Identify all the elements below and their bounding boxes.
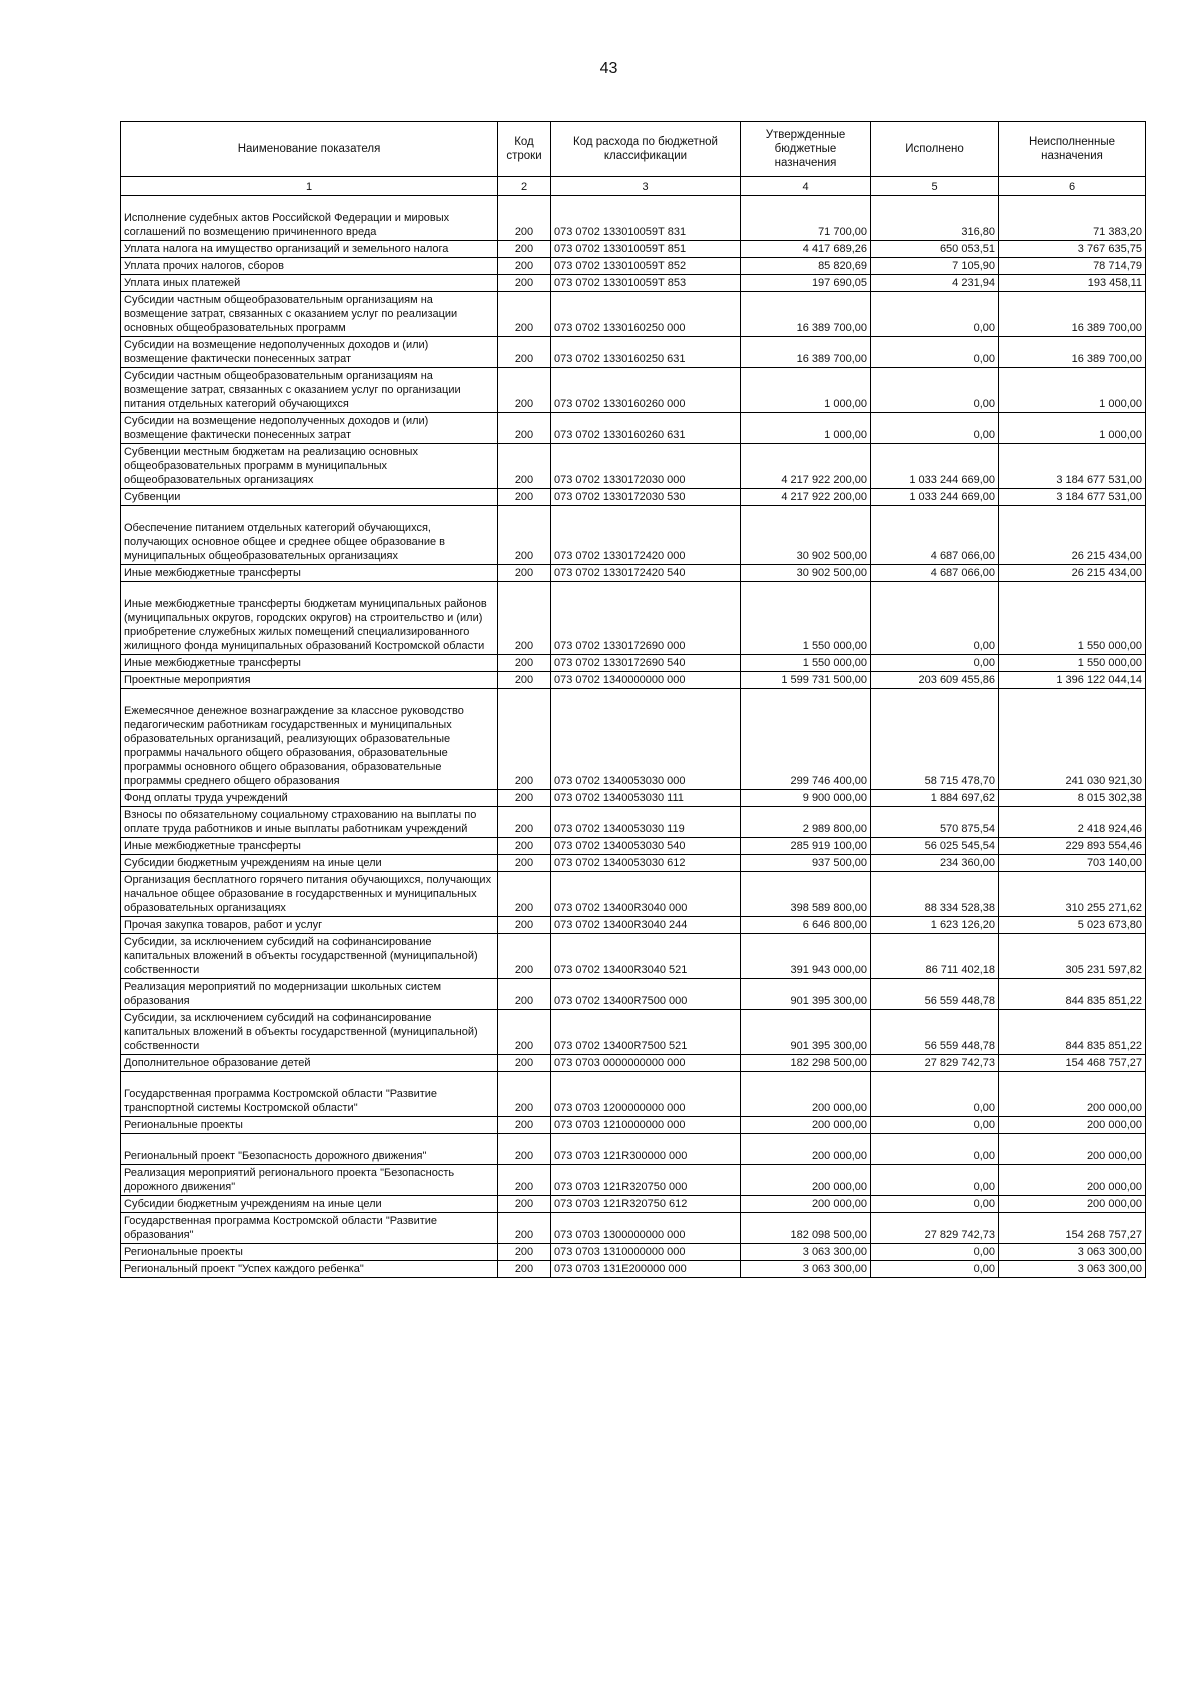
row-approved: 901 395 300,00 xyxy=(741,979,871,1010)
row-budget-code: 073 0702 1330172690 000 xyxy=(551,582,741,655)
table-row xyxy=(121,934,1146,979)
row-unexecuted: 71 383,20 xyxy=(999,196,1146,241)
row-executed: 56 559 448,78 xyxy=(871,1010,999,1055)
header-row xyxy=(121,122,1146,177)
row-approved: 285 919 100,00 xyxy=(741,838,871,855)
row-budget-code: 073 0703 1210000000 000 xyxy=(551,1117,741,1134)
row-name: Субсидии бюджетным учреждениям на иные цели xyxy=(121,855,498,872)
row-approved: 3 063 300,00 xyxy=(741,1244,871,1261)
row-approved: 200 000,00 xyxy=(741,1134,871,1165)
row-budget-code: 073 0703 121R320750 612 xyxy=(551,1196,741,1213)
header-name: Наименование показателя xyxy=(121,122,498,177)
table-row xyxy=(121,1261,1146,1278)
row-name: Проектные мероприятия xyxy=(121,672,498,689)
row-unexecuted: 1 550 000,00 xyxy=(999,582,1146,655)
row-approved: 200 000,00 xyxy=(741,1117,871,1134)
row-line-code: 200 xyxy=(498,1213,551,1244)
column-number: 1 xyxy=(121,177,498,196)
row-unexecuted: 5 023 673,80 xyxy=(999,917,1146,934)
row-line-code: 200 xyxy=(498,872,551,917)
row-approved: 4 217 922 200,00 xyxy=(741,444,871,489)
row-unexecuted: 2 418 924,46 xyxy=(999,807,1146,838)
row-approved: 1 599 731 500,00 xyxy=(741,672,871,689)
row-name: Субсидии бюджетным учреждениям на иные цели xyxy=(121,1196,498,1213)
row-approved: 398 589 800,00 xyxy=(741,872,871,917)
row-executed: 570 875,54 xyxy=(871,807,999,838)
row-executed: 234 360,00 xyxy=(871,855,999,872)
row-line-code: 200 xyxy=(498,1055,551,1072)
row-line-code: 200 xyxy=(498,582,551,655)
table-row xyxy=(121,979,1146,1010)
table-row xyxy=(121,1196,1146,1213)
row-budget-code: 073 0702 1340053030 000 xyxy=(551,689,741,790)
row-unexecuted: 844 835 851,22 xyxy=(999,1010,1146,1055)
row-executed: 58 715 478,70 xyxy=(871,689,999,790)
row-unexecuted: 1 396 122 044,14 xyxy=(999,672,1146,689)
row-line-code: 200 xyxy=(498,196,551,241)
row-approved: 197 690,05 xyxy=(741,275,871,292)
row-approved: 4 217 922 200,00 xyxy=(741,489,871,506)
row-unexecuted: 200 000,00 xyxy=(999,1134,1146,1165)
row-name: Организация бесплатного горячего питания обучающихся, получающих начальное общее образование в государственных и муниципальных образовательных организациях xyxy=(121,872,498,917)
table-row xyxy=(121,1055,1146,1072)
row-approved: 182 298 500,00 xyxy=(741,1055,871,1072)
row-executed: 56 025 545,54 xyxy=(871,838,999,855)
row-budget-code: 073 0703 1300000000 000 xyxy=(551,1213,741,1244)
row-line-code: 200 xyxy=(498,1244,551,1261)
row-executed: 27 829 742,73 xyxy=(871,1213,999,1244)
row-line-code: 200 xyxy=(498,1134,551,1165)
row-approved: 1 550 000,00 xyxy=(741,582,871,655)
header-line-code: Код строки xyxy=(498,122,551,177)
row-line-code: 200 xyxy=(498,413,551,444)
row-executed: 0,00 xyxy=(871,1244,999,1261)
row-unexecuted: 200 000,00 xyxy=(999,1196,1146,1213)
row-line-code: 200 xyxy=(498,855,551,872)
table-row xyxy=(121,292,1146,337)
row-budget-code: 073 0702 1340053030 111 xyxy=(551,790,741,807)
row-executed: 56 559 448,78 xyxy=(871,979,999,1010)
row-executed: 4 687 066,00 xyxy=(871,506,999,565)
row-executed: 4 687 066,00 xyxy=(871,565,999,582)
row-unexecuted: 154 268 757,27 xyxy=(999,1213,1146,1244)
row-name: Уплата иных платежей xyxy=(121,275,498,292)
row-executed: 0,00 xyxy=(871,1117,999,1134)
row-line-code: 200 xyxy=(498,807,551,838)
row-name: Уплата налога на имущество организаций и земельного налога xyxy=(121,241,498,258)
header-executed: Исполнено xyxy=(871,122,999,177)
table-row xyxy=(121,582,1146,655)
row-line-code: 200 xyxy=(498,241,551,258)
header-approved: Утвержденные бюджетные назначения xyxy=(741,122,871,177)
row-budget-code: 073 0702 13400R3040 521 xyxy=(551,934,741,979)
header-unexecuted: Неисполненные назначения xyxy=(999,122,1146,177)
row-unexecuted: 200 000,00 xyxy=(999,1165,1146,1196)
column-number: 4 xyxy=(741,177,871,196)
table-row xyxy=(121,196,1146,241)
row-executed: 0,00 xyxy=(871,655,999,672)
row-line-code: 200 xyxy=(498,979,551,1010)
row-approved: 901 395 300,00 xyxy=(741,1010,871,1055)
row-line-code: 200 xyxy=(498,672,551,689)
row-name: Иные межбюджетные трансферты xyxy=(121,655,498,672)
row-approved: 299 746 400,00 xyxy=(741,689,871,790)
row-unexecuted: 26 215 434,00 xyxy=(999,565,1146,582)
row-line-code: 200 xyxy=(498,292,551,337)
table-row xyxy=(121,838,1146,855)
table-row xyxy=(121,1117,1146,1134)
row-line-code: 200 xyxy=(498,1010,551,1055)
table-row xyxy=(121,872,1146,917)
row-approved: 9 900 000,00 xyxy=(741,790,871,807)
row-name: Дополнительное образование детей xyxy=(121,1055,498,1072)
row-executed: 86 711 402,18 xyxy=(871,934,999,979)
table-row xyxy=(121,855,1146,872)
row-approved: 200 000,00 xyxy=(741,1072,871,1117)
row-budget-code: 073 0702 13400R7500 000 xyxy=(551,979,741,1010)
table-row xyxy=(121,241,1146,258)
table-row xyxy=(121,444,1146,489)
row-budget-code: 073 0702 1340053030 540 xyxy=(551,838,741,855)
table-row xyxy=(121,807,1146,838)
row-approved: 16 389 700,00 xyxy=(741,337,871,368)
row-budget-code: 073 0702 13400R7500 521 xyxy=(551,1010,741,1055)
row-executed: 7 105,90 xyxy=(871,258,999,275)
row-unexecuted: 1 550 000,00 xyxy=(999,655,1146,672)
table-row xyxy=(121,917,1146,934)
row-line-code: 200 xyxy=(498,655,551,672)
row-line-code: 200 xyxy=(498,917,551,934)
table-row xyxy=(121,258,1146,275)
row-budget-code: 073 0703 0000000000 000 xyxy=(551,1055,741,1072)
row-approved: 1 000,00 xyxy=(741,368,871,413)
row-name: Региональные проекты xyxy=(121,1244,498,1261)
row-budget-code: 073 0702 1330160260 631 xyxy=(551,413,741,444)
row-name: Региональные проекты xyxy=(121,1117,498,1134)
row-unexecuted: 844 835 851,22 xyxy=(999,979,1146,1010)
row-executed: 0,00 xyxy=(871,292,999,337)
row-executed: 4 231,94 xyxy=(871,275,999,292)
row-line-code: 200 xyxy=(498,489,551,506)
row-executed: 0,00 xyxy=(871,1196,999,1213)
table-row xyxy=(121,506,1146,565)
row-line-code: 200 xyxy=(498,689,551,790)
column-number-row xyxy=(121,177,1146,196)
row-name: Субсидии на возмещение недополученных доходов и (или) возмещение фактически понесенных затрат xyxy=(121,337,498,368)
row-unexecuted: 229 893 554,46 xyxy=(999,838,1146,855)
column-number: 5 xyxy=(871,177,999,196)
row-approved: 71 700,00 xyxy=(741,196,871,241)
table-row xyxy=(121,337,1146,368)
table-body xyxy=(121,196,1146,1278)
row-budget-code: 073 0703 1200000000 000 xyxy=(551,1072,741,1117)
row-executed: 0,00 xyxy=(871,1072,999,1117)
row-name: Субсидии, за исключением субсидий на софинансирование капитальных вложений в объекты государственной (муниципальной) собственности xyxy=(121,934,498,979)
row-executed: 0,00 xyxy=(871,413,999,444)
row-budget-code: 073 0702 1330172030 530 xyxy=(551,489,741,506)
row-line-code: 200 xyxy=(498,275,551,292)
expenditure-table xyxy=(120,121,1146,1278)
row-line-code: 200 xyxy=(498,790,551,807)
row-unexecuted: 3 063 300,00 xyxy=(999,1244,1146,1261)
row-budget-code: 073 0702 13400R3040 244 xyxy=(551,917,741,934)
table-row xyxy=(121,1072,1146,1117)
row-line-code: 200 xyxy=(498,1165,551,1196)
row-approved: 30 902 500,00 xyxy=(741,565,871,582)
row-unexecuted: 3 063 300,00 xyxy=(999,1261,1146,1278)
row-executed: 1 033 244 669,00 xyxy=(871,489,999,506)
row-line-code: 200 xyxy=(498,838,551,855)
row-name: Исполнение судебных актов Российской Федерации и мировых соглашений по возмещению причиненного вреда xyxy=(121,196,498,241)
row-approved: 6 646 800,00 xyxy=(741,917,871,934)
row-approved: 391 943 000,00 xyxy=(741,934,871,979)
row-approved: 200 000,00 xyxy=(741,1196,871,1213)
row-line-code: 200 xyxy=(498,565,551,582)
row-line-code: 200 xyxy=(498,258,551,275)
row-unexecuted: 703 140,00 xyxy=(999,855,1146,872)
row-budget-code: 073 0702 1340053030 612 xyxy=(551,855,741,872)
row-unexecuted: 16 389 700,00 xyxy=(999,337,1146,368)
row-name: Государственная программа Костромской области "Развитие образования" xyxy=(121,1213,498,1244)
table-row xyxy=(121,655,1146,672)
row-name: Иные межбюджетные трансферты xyxy=(121,565,498,582)
row-line-code: 200 xyxy=(498,337,551,368)
row-unexecuted: 26 215 434,00 xyxy=(999,506,1146,565)
row-name: Ежемесячное денежное вознаграждение за классное руководство педагогическим работникам государственных и муниципальных образовательных организаций, реализующих образовательные программы начального общего образования, образовательные программы основного общего образования, образовательные программы среднего общего образования xyxy=(121,689,498,790)
row-name: Иные межбюджетные трансферты бюджетам муниципальных районов (муниципальных округов, городских округов) на строительство и (или) приобретение служебных жилых помещений специализированного жилищного фонда муниципальных образований Костромской области xyxy=(121,582,498,655)
header-budget-code: Код расхода по бюджетной классификации xyxy=(551,122,741,177)
row-executed: 0,00 xyxy=(871,1134,999,1165)
table-row xyxy=(121,1213,1146,1244)
row-executed: 0,00 xyxy=(871,582,999,655)
row-name: Субсидии, за исключением субсидий на софинансирование капитальных вложений в объекты государственной (муниципальной) собственности xyxy=(121,1010,498,1055)
row-executed: 27 829 742,73 xyxy=(871,1055,999,1072)
row-executed: 650 053,51 xyxy=(871,241,999,258)
row-line-code: 200 xyxy=(498,1072,551,1117)
table-row xyxy=(121,275,1146,292)
row-name: Государственная программа Костромской области "Развитие транспортной системы Костромской области" xyxy=(121,1072,498,1117)
table-row xyxy=(121,790,1146,807)
row-budget-code: 073 0703 121R320750 000 xyxy=(551,1165,741,1196)
row-budget-code: 073 0702 1340053030 119 xyxy=(551,807,741,838)
row-budget-code: 073 0702 1330160260 000 xyxy=(551,368,741,413)
row-approved: 30 902 500,00 xyxy=(741,506,871,565)
table-row xyxy=(121,489,1146,506)
row-budget-code: 073 0702 133010059Т 831 xyxy=(551,196,741,241)
row-budget-code: 073 0703 121R300000 000 xyxy=(551,1134,741,1165)
row-executed: 0,00 xyxy=(871,1261,999,1278)
table-row xyxy=(121,1165,1146,1196)
row-executed: 0,00 xyxy=(871,368,999,413)
row-name: Региональный проект "Безопасность дорожного движения" xyxy=(121,1134,498,1165)
row-line-code: 200 xyxy=(498,934,551,979)
row-budget-code: 073 0703 1310000000 000 xyxy=(551,1244,741,1261)
row-unexecuted: 154 468 757,27 xyxy=(999,1055,1146,1072)
row-name: Реализация мероприятий регионального проекта "Безопасность дорожного движения" xyxy=(121,1165,498,1196)
row-name: Региональный проект "Успех каждого ребенка" xyxy=(121,1261,498,1278)
row-approved: 1 550 000,00 xyxy=(741,655,871,672)
row-executed: 203 609 455,86 xyxy=(871,672,999,689)
row-budget-code: 073 0702 13400R3040 000 xyxy=(551,872,741,917)
table-row xyxy=(121,565,1146,582)
row-line-code: 200 xyxy=(498,444,551,489)
row-name: Уплата прочих налогов, сборов xyxy=(121,258,498,275)
row-unexecuted: 1 000,00 xyxy=(999,368,1146,413)
row-name: Субсидии частным общеобразовательным организациям на возмещение затрат, связанных с оказанием услуг по реализации основных общеобразовательных программ xyxy=(121,292,498,337)
row-budget-code: 073 0702 1330172030 000 xyxy=(551,444,741,489)
row-unexecuted: 3 767 635,75 xyxy=(999,241,1146,258)
row-approved: 937 500,00 xyxy=(741,855,871,872)
row-name: Субвенции xyxy=(121,489,498,506)
row-executed: 0,00 xyxy=(871,1165,999,1196)
row-name: Взносы по обязательному социальному страхованию на выплаты по оплате труда работников и иные выплаты работникам учреждений xyxy=(121,807,498,838)
row-unexecuted: 16 389 700,00 xyxy=(999,292,1146,337)
table-row xyxy=(121,672,1146,689)
row-approved: 16 389 700,00 xyxy=(741,292,871,337)
row-name: Фонд оплаты труда учреждений xyxy=(121,790,498,807)
row-budget-code: 073 0702 1330172420 540 xyxy=(551,565,741,582)
row-executed: 1 033 244 669,00 xyxy=(871,444,999,489)
row-name: Субвенции местным бюджетам на реализацию основных общеобразовательных программ в муниципальных общеобразовательных организациях xyxy=(121,444,498,489)
row-executed: 1 884 697,62 xyxy=(871,790,999,807)
row-unexecuted: 3 184 677 531,00 xyxy=(999,444,1146,489)
row-unexecuted: 305 231 597,82 xyxy=(999,934,1146,979)
row-budget-code: 073 0702 1330172690 540 xyxy=(551,655,741,672)
table-row xyxy=(121,413,1146,444)
row-unexecuted: 193 458,11 xyxy=(999,275,1146,292)
row-line-code: 200 xyxy=(498,1196,551,1213)
row-name: Иные межбюджетные трансферты xyxy=(121,838,498,855)
row-budget-code: 073 0702 1340000000 000 xyxy=(551,672,741,689)
row-unexecuted: 8 015 302,38 xyxy=(999,790,1146,807)
row-name: Субсидии на возмещение недополученных доходов и (или) возмещение фактически понесенных затрат xyxy=(121,413,498,444)
row-budget-code: 073 0702 1330160250 000 xyxy=(551,292,741,337)
row-approved: 85 820,69 xyxy=(741,258,871,275)
row-unexecuted: 310 255 271,62 xyxy=(999,872,1146,917)
row-name: Реализация мероприятий по модернизации школьных систем образования xyxy=(121,979,498,1010)
row-name: Субсидии частным общеобразовательным организациям на возмещение затрат, связанных с оказанием услуг по организации питания отдельных категорий обучающихся xyxy=(121,368,498,413)
page-number: 43 xyxy=(599,60,618,77)
row-line-code: 200 xyxy=(498,368,551,413)
row-budget-code: 073 0703 131E200000 000 xyxy=(551,1261,741,1278)
row-line-code: 200 xyxy=(498,1261,551,1278)
row-line-code: 200 xyxy=(498,1117,551,1134)
row-unexecuted: 200 000,00 xyxy=(999,1117,1146,1134)
row-executed: 1 623 126,20 xyxy=(871,917,999,934)
table-row xyxy=(121,1010,1146,1055)
row-unexecuted: 200 000,00 xyxy=(999,1072,1146,1117)
column-number: 3 xyxy=(551,177,741,196)
row-approved: 3 063 300,00 xyxy=(741,1261,871,1278)
row-unexecuted: 78 714,79 xyxy=(999,258,1146,275)
row-executed: 88 334 528,38 xyxy=(871,872,999,917)
row-unexecuted: 1 000,00 xyxy=(999,413,1146,444)
table-row xyxy=(121,1134,1146,1165)
row-executed: 316,80 xyxy=(871,196,999,241)
table-row xyxy=(121,1244,1146,1261)
row-approved: 1 000,00 xyxy=(741,413,871,444)
row-approved: 182 098 500,00 xyxy=(741,1213,871,1244)
row-name: Прочая закупка товаров, работ и услуг xyxy=(121,917,498,934)
row-unexecuted: 3 184 677 531,00 xyxy=(999,489,1146,506)
row-executed: 0,00 xyxy=(871,337,999,368)
column-number: 6 xyxy=(999,177,1146,196)
row-budget-code: 073 0702 133010059Т 852 xyxy=(551,258,741,275)
table-row xyxy=(121,368,1146,413)
row-line-code: 200 xyxy=(498,506,551,565)
column-number: 2 xyxy=(498,177,551,196)
row-unexecuted: 241 030 921,30 xyxy=(999,689,1146,790)
row-budget-code: 073 0702 133010059Т 853 xyxy=(551,275,741,292)
row-budget-code: 073 0702 133010059Т 851 xyxy=(551,241,741,258)
row-approved: 4 417 689,26 xyxy=(741,241,871,258)
row-name: Обеспечение питанием отдельных категорий обучающихся, получающих основное общее и среднее общее образование в муниципальных общеобразовательных организациях xyxy=(121,506,498,565)
row-budget-code: 073 0702 1330160250 631 xyxy=(551,337,741,368)
row-approved: 200 000,00 xyxy=(741,1165,871,1196)
row-budget-code: 073 0702 1330172420 000 xyxy=(551,506,741,565)
row-approved: 2 989 800,00 xyxy=(741,807,871,838)
table-row xyxy=(121,689,1146,790)
